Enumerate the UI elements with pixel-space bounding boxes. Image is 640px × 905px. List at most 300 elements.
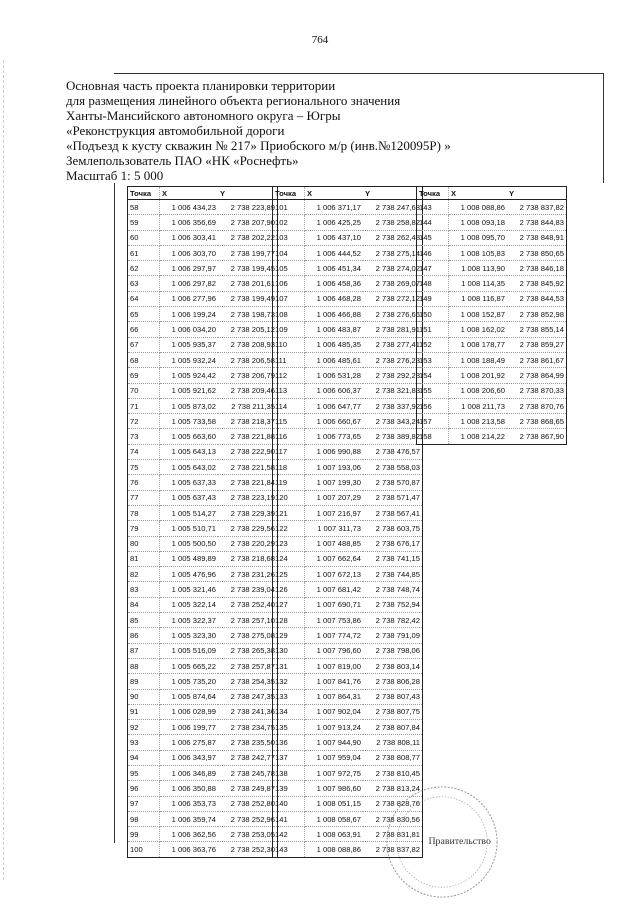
x-coordinate-cell: 1 006 647,77 <box>305 398 364 413</box>
y-coordinate-cell: 2 738 292,23 <box>363 368 423 383</box>
y-coordinate-cell: 2 738 223,89 <box>218 200 278 215</box>
x-coordinate-cell: 1 007 944,90 <box>305 735 364 750</box>
point-number-cell: 93 <box>128 735 160 750</box>
y-coordinate-cell: 2 738 234,75 <box>218 720 278 735</box>
x-coordinate-cell: 1 006 343,97 <box>160 750 219 765</box>
x-coordinate-cell: 1 006 275,87 <box>160 735 219 750</box>
x-coordinate-cell: 1 006 437,10 <box>305 230 364 245</box>
y-coordinate-cell: 2 738 202,22 <box>218 230 278 245</box>
point-number-cell: 124 <box>273 551 305 566</box>
stamp-text: Правительство <box>428 835 491 847</box>
table-row <box>273 337 423 352</box>
point-number-cell: 61 <box>128 245 160 260</box>
point-number-cell: 84 <box>128 597 160 612</box>
point-number-cell: 97 <box>128 796 160 811</box>
point-number-cell: 137 <box>273 750 305 765</box>
y-coordinate-cell: 2 738 337,92 <box>363 398 423 413</box>
y-coordinate-cell: 2 738 242,77 <box>218 750 278 765</box>
point-number-cell: 98 <box>128 811 160 826</box>
table-row <box>273 521 423 536</box>
header-line: Землепользователь ПАО «НК «Роснефть» <box>66 153 299 168</box>
table-row <box>273 704 423 719</box>
x-coordinate-cell: 1 007 662,64 <box>305 551 364 566</box>
y-coordinate-cell: 2 738 254,35 <box>218 674 278 689</box>
point-number-cell: 130 <box>273 643 305 658</box>
point-number-cell: 63 <box>128 276 160 291</box>
point-number-cell: 118 <box>273 460 305 475</box>
y-coordinate-cell: 2 738 837,82 <box>507 200 567 215</box>
point-number-cell: 133 <box>273 689 305 704</box>
y-coordinate-cell: 2 738 274,02 <box>363 261 423 276</box>
table-row <box>128 276 278 291</box>
x-coordinate-cell: 1 006 606,37 <box>305 383 364 398</box>
table-row <box>128 322 278 337</box>
column-header-point: Точка <box>417 187 449 200</box>
point-number-cell: 76 <box>128 475 160 490</box>
x-coordinate-cell: 1 007 913,24 <box>305 720 364 735</box>
y-coordinate-cell: 2 738 221,84 <box>218 475 278 490</box>
table-row <box>273 582 423 597</box>
point-number-cell: 127 <box>273 597 305 612</box>
table-row <box>128 368 278 383</box>
table-row <box>417 352 567 367</box>
point-number-cell: 153 <box>417 352 449 367</box>
point-number-cell: 111 <box>273 352 305 367</box>
point-number-cell: 86 <box>128 628 160 643</box>
point-number-cell: 79 <box>128 521 160 536</box>
point-number-cell: 147 <box>417 261 449 276</box>
point-number-cell: 101 <box>273 200 305 215</box>
header-line: «Подъезд к кусту скважин № 217» Приобского м/р (инв.№120095Р) » <box>66 138 451 153</box>
x-coordinate-cell: 1 006 458,36 <box>305 276 364 291</box>
y-coordinate-cell: 2 738 571,47 <box>363 490 423 505</box>
table-row <box>417 383 567 398</box>
y-coordinate-cell: 2 738 570,87 <box>363 475 423 490</box>
x-coordinate-cell: 1 008 206,60 <box>449 383 508 398</box>
y-coordinate-cell: 2 738 870,33 <box>507 383 567 398</box>
x-coordinate-cell: 1 008 162,02 <box>449 322 508 337</box>
x-coordinate-cell: 1 005 733,58 <box>160 414 219 429</box>
table-row <box>273 689 423 704</box>
table-row <box>273 536 423 551</box>
table-row <box>128 505 278 520</box>
point-number-cell: 129 <box>273 628 305 643</box>
x-coordinate-cell: 1 008 214,22 <box>449 429 508 444</box>
point-number-cell: 99 <box>128 827 160 842</box>
x-coordinate-cell: 1 005 935,37 <box>160 337 219 352</box>
point-number-cell: 59 <box>128 215 160 230</box>
x-coordinate-cell: 1 006 363,76 <box>160 842 219 857</box>
point-number-cell: 125 <box>273 567 305 582</box>
header-line: Ханты-Мансийского автономного округа – Югры <box>66 108 341 123</box>
table-row <box>128 567 278 582</box>
y-coordinate-cell: 2 738 209,46 <box>218 383 278 398</box>
table-row <box>273 307 423 322</box>
x-coordinate-cell: 1 007 199,30 <box>305 475 364 490</box>
y-coordinate-cell: 2 738 831,81 <box>363 827 423 842</box>
header-line: Основная часть проекта планировки территории <box>66 78 336 93</box>
table-row <box>128 490 278 505</box>
point-number-cell: 102 <box>273 215 305 230</box>
table-row <box>128 551 278 566</box>
column-header-y: Y <box>218 187 278 200</box>
y-coordinate-cell: 2 738 199,77 <box>218 245 278 260</box>
y-coordinate-cell: 2 738 257,87 <box>218 658 278 673</box>
table-row <box>128 689 278 704</box>
table-row <box>417 429 567 444</box>
table-row <box>273 658 423 673</box>
point-number-cell: 66 <box>128 322 160 337</box>
x-coordinate-cell: 1 007 488,85 <box>305 536 364 551</box>
column-header-x: X <box>160 187 219 200</box>
x-coordinate-cell: 1 005 735,20 <box>160 674 219 689</box>
x-coordinate-cell: 1 005 516,09 <box>160 643 219 658</box>
point-number-cell: 119 <box>273 475 305 490</box>
table-row <box>128 628 278 643</box>
point-number-cell: 70 <box>128 383 160 398</box>
table-row <box>417 200 567 215</box>
y-coordinate-cell: 2 738 275,14 <box>363 245 423 260</box>
x-coordinate-cell: 1 008 211,73 <box>449 398 508 413</box>
x-coordinate-cell: 1 005 322,14 <box>160 597 219 612</box>
table-row <box>128 352 278 367</box>
coordinates-table-2 <box>272 186 423 858</box>
table-row <box>417 245 567 260</box>
x-coordinate-cell: 1 008 095,70 <box>449 230 508 245</box>
table-row <box>128 521 278 536</box>
point-number-cell: 141 <box>273 811 305 826</box>
point-number-cell: 58 <box>128 200 160 215</box>
table-row <box>273 567 423 582</box>
point-number-cell: 110 <box>273 337 305 352</box>
x-coordinate-cell: 1 005 489,89 <box>160 551 219 566</box>
point-number-cell: 72 <box>128 414 160 429</box>
table-row <box>273 597 423 612</box>
table-row <box>417 291 567 306</box>
x-coordinate-cell: 1 006 199,77 <box>160 720 219 735</box>
point-number-cell: 131 <box>273 658 305 673</box>
x-coordinate-cell: 1 006 990,88 <box>305 444 364 459</box>
x-coordinate-cell: 1 007 672,13 <box>305 567 364 582</box>
x-coordinate-cell: 1 005 643,13 <box>160 444 219 459</box>
point-number-cell: 140 <box>273 796 305 811</box>
y-coordinate-cell: 2 738 343,24 <box>363 414 423 429</box>
point-number-cell: 75 <box>128 460 160 475</box>
y-coordinate-cell: 2 738 867,90 <box>507 429 567 444</box>
point-number-cell: 146 <box>417 245 449 260</box>
x-coordinate-cell: 1 006 451,34 <box>305 261 364 276</box>
table-row <box>273 444 423 459</box>
table-row <box>417 307 567 322</box>
header-line: для размещения линейного объекта регионального значения <box>66 93 401 108</box>
y-coordinate-cell: 2 738 676,17 <box>363 536 423 551</box>
y-coordinate-cell: 2 738 828,76 <box>363 796 423 811</box>
y-coordinate-cell: 2 738 806,28 <box>363 674 423 689</box>
x-coordinate-cell: 1 005 500,50 <box>160 536 219 551</box>
y-coordinate-cell: 2 738 741,15 <box>363 551 423 566</box>
point-number-cell: 120 <box>273 490 305 505</box>
x-coordinate-cell: 1 006 028,99 <box>160 704 219 719</box>
y-coordinate-cell: 2 738 567,41 <box>363 505 423 520</box>
table-row <box>417 261 567 276</box>
y-coordinate-cell: 2 738 868,65 <box>507 414 567 429</box>
table-row <box>273 322 423 337</box>
y-coordinate-cell: 2 738 782,42 <box>363 613 423 628</box>
table-row <box>417 414 567 429</box>
table-row <box>128 245 278 260</box>
point-number-cell: 117 <box>273 444 305 459</box>
y-coordinate-cell: 2 738 389,82 <box>363 429 423 444</box>
table-row <box>273 429 423 444</box>
x-coordinate-cell: 1 006 531,28 <box>305 368 364 383</box>
column-header-y: Y <box>363 187 423 200</box>
x-coordinate-cell: 1 006 350,88 <box>160 781 219 796</box>
x-coordinate-cell: 1 008 188,49 <box>449 352 508 367</box>
point-number-cell: 105 <box>273 261 305 276</box>
point-number-cell: 60 <box>128 230 160 245</box>
table-row <box>128 643 278 658</box>
point-number-cell: 158 <box>417 429 449 444</box>
y-coordinate-cell: 2 738 245,78 <box>218 765 278 780</box>
y-coordinate-cell: 2 738 229,39 <box>218 505 278 520</box>
column-header-point: Точка <box>273 187 305 200</box>
table-row <box>273 215 423 230</box>
table-row <box>128 414 278 429</box>
y-coordinate-cell: 2 738 201,61 <box>218 276 278 291</box>
coordinates-table-3 <box>416 186 567 445</box>
point-number-cell: 148 <box>417 276 449 291</box>
x-coordinate-cell: 1 006 356,69 <box>160 215 219 230</box>
point-number-cell: 83 <box>128 582 160 597</box>
point-number-cell: 143 <box>417 200 449 215</box>
x-coordinate-cell: 1 006 466,88 <box>305 307 364 322</box>
point-number-cell: 80 <box>128 536 160 551</box>
table-row <box>273 674 423 689</box>
x-coordinate-cell: 1 005 476,96 <box>160 567 219 582</box>
x-coordinate-cell: 1 008 201,92 <box>449 368 508 383</box>
y-coordinate-cell: 2 738 252,40 <box>218 597 278 612</box>
x-coordinate-cell: 1 005 663,60 <box>160 429 219 444</box>
y-coordinate-cell: 2 738 845,92 <box>507 276 567 291</box>
x-coordinate-cell: 1 005 637,43 <box>160 490 219 505</box>
y-coordinate-cell: 2 738 269,07 <box>363 276 423 291</box>
y-coordinate-cell: 2 738 861,67 <box>507 352 567 367</box>
table-row <box>273 460 423 475</box>
point-number-cell: 103 <box>273 230 305 245</box>
x-coordinate-cell: 1 005 321,46 <box>160 582 219 597</box>
x-coordinate-cell: 1 006 346,89 <box>160 765 219 780</box>
x-coordinate-cell: 1 005 510,71 <box>160 521 219 536</box>
table-row <box>128 796 278 811</box>
point-number-cell: 78 <box>128 505 160 520</box>
table-row <box>128 291 278 306</box>
x-coordinate-cell: 1 008 213,58 <box>449 414 508 429</box>
point-number-cell: 136 <box>273 735 305 750</box>
y-coordinate-cell: 2 738 277,41 <box>363 337 423 352</box>
header-line: Масштаб 1: 5 000 <box>66 168 164 183</box>
point-number-cell: 135 <box>273 720 305 735</box>
y-coordinate-cell: 2 738 846,18 <box>507 261 567 276</box>
point-number-cell: 144 <box>417 215 449 230</box>
y-coordinate-cell: 2 738 241,36 <box>218 704 278 719</box>
table-row <box>417 368 567 383</box>
x-coordinate-cell: 1 007 774,72 <box>305 628 364 643</box>
table-row <box>128 307 278 322</box>
point-number-cell: 114 <box>273 398 305 413</box>
table-row <box>273 628 423 643</box>
point-number-cell: 145 <box>417 230 449 245</box>
point-number-cell: 85 <box>128 613 160 628</box>
y-coordinate-cell: 2 738 211,35 <box>218 398 278 413</box>
page-number: 764 <box>311 34 329 46</box>
point-number-cell: 139 <box>273 781 305 796</box>
point-number-cell: 73 <box>128 429 160 444</box>
x-coordinate-cell: 1 005 921,62 <box>160 383 219 398</box>
x-coordinate-cell: 1 007 796,60 <box>305 643 364 658</box>
table-row <box>273 551 423 566</box>
y-coordinate-cell: 2 738 252,80 <box>218 796 278 811</box>
point-number-cell: 156 <box>417 398 449 413</box>
y-coordinate-cell: 2 738 207,90 <box>218 215 278 230</box>
table-row <box>273 383 423 398</box>
point-number-cell: 92 <box>128 720 160 735</box>
table-row <box>273 613 423 628</box>
y-coordinate-cell: 2 738 808,77 <box>363 750 423 765</box>
point-number-cell: 64 <box>128 291 160 306</box>
table-row <box>128 200 278 215</box>
x-coordinate-cell: 1 005 322,37 <box>160 613 219 628</box>
x-coordinate-cell: 1 006 773,65 <box>305 429 364 444</box>
y-coordinate-cell: 2 738 265,38 <box>218 643 278 658</box>
y-coordinate-cell: 2 738 205,12 <box>218 322 278 337</box>
y-coordinate-cell: 2 738 206,58 <box>218 352 278 367</box>
y-coordinate-cell: 2 738 262,48 <box>363 230 423 245</box>
table-row <box>417 276 567 291</box>
y-coordinate-cell: 2 738 275,08 <box>218 628 278 643</box>
x-coordinate-cell: 1 005 323,30 <box>160 628 219 643</box>
table-row <box>128 827 278 842</box>
table-row <box>128 735 278 750</box>
y-coordinate-cell: 2 738 850,65 <box>507 245 567 260</box>
table-row <box>273 765 423 780</box>
x-coordinate-cell: 1 007 986,60 <box>305 781 364 796</box>
y-coordinate-cell: 2 738 223,19 <box>218 490 278 505</box>
y-coordinate-cell: 2 738 558,03 <box>363 460 423 475</box>
y-coordinate-cell: 2 738 791,09 <box>363 628 423 643</box>
x-coordinate-cell: 1 007 959,04 <box>305 750 364 765</box>
x-coordinate-cell: 1 007 841,76 <box>305 674 364 689</box>
point-number-cell: 138 <box>273 765 305 780</box>
x-coordinate-cell: 1 007 864,31 <box>305 689 364 704</box>
table-row <box>128 720 278 735</box>
frame-left-line <box>114 183 115 843</box>
table-row <box>273 291 423 306</box>
x-coordinate-cell: 1 006 485,61 <box>305 352 364 367</box>
y-coordinate-cell: 2 738 235,50 <box>218 735 278 750</box>
y-coordinate-cell: 2 738 276,23 <box>363 352 423 367</box>
y-coordinate-cell: 2 738 198,73 <box>218 307 278 322</box>
x-coordinate-cell: 1 008 051,15 <box>305 796 364 811</box>
table-row <box>417 215 567 230</box>
point-number-cell: 96 <box>128 781 160 796</box>
point-number-cell: 109 <box>273 322 305 337</box>
x-coordinate-cell: 1 006 353,73 <box>160 796 219 811</box>
x-coordinate-cell: 1 006 297,82 <box>160 276 219 291</box>
y-coordinate-cell: 2 738 603,75 <box>363 521 423 536</box>
x-coordinate-cell: 1 006 434,23 <box>160 200 219 215</box>
table-row <box>273 750 423 765</box>
frame-top-line <box>114 73 604 74</box>
x-coordinate-cell: 1 006 483,87 <box>305 322 364 337</box>
point-number-cell: 69 <box>128 368 160 383</box>
table-row <box>128 781 278 796</box>
point-number-cell: 126 <box>273 582 305 597</box>
x-coordinate-cell: 1 006 303,70 <box>160 245 219 260</box>
y-coordinate-cell: 2 738 807,84 <box>363 720 423 735</box>
table-row <box>128 536 278 551</box>
table-row <box>128 475 278 490</box>
point-number-cell: 149 <box>417 291 449 306</box>
y-coordinate-cell: 2 738 830,56 <box>363 811 423 826</box>
y-coordinate-cell: 2 738 848,91 <box>507 230 567 245</box>
x-coordinate-cell: 1 006 371,17 <box>305 200 364 215</box>
y-coordinate-cell: 2 738 257,10 <box>218 613 278 628</box>
table-row <box>273 490 423 505</box>
y-coordinate-cell: 2 738 199,49 <box>218 291 278 306</box>
x-coordinate-cell: 1 007 690,71 <box>305 597 364 612</box>
point-number-cell: 122 <box>273 521 305 536</box>
point-number-cell: 89 <box>128 674 160 689</box>
point-number-cell: 90 <box>128 689 160 704</box>
table-row <box>128 582 278 597</box>
table-row <box>128 444 278 459</box>
x-coordinate-cell: 1 008 093,18 <box>449 215 508 230</box>
y-coordinate-cell: 2 738 252,96 <box>218 811 278 826</box>
point-number-cell: 107 <box>273 291 305 306</box>
point-number-cell: 112 <box>273 368 305 383</box>
official-seal-stamp <box>383 783 501 901</box>
point-number-cell: 134 <box>273 704 305 719</box>
x-coordinate-cell: 1 008 114,35 <box>449 276 508 291</box>
point-number-cell: 128 <box>273 613 305 628</box>
y-coordinate-cell: 2 738 252,30 <box>218 842 278 857</box>
y-coordinate-cell: 2 738 220,29 <box>218 536 278 551</box>
x-coordinate-cell: 1 007 972,75 <box>305 765 364 780</box>
y-coordinate-cell: 2 738 258,82 <box>363 215 423 230</box>
point-number-cell: 132 <box>273 674 305 689</box>
point-number-cell: 113 <box>273 383 305 398</box>
table-row <box>273 475 423 490</box>
table-row <box>273 414 423 429</box>
x-coordinate-cell: 1 006 362,56 <box>160 827 219 842</box>
column-header-x: X <box>305 187 364 200</box>
table-row <box>273 276 423 291</box>
point-number-cell: 74 <box>128 444 160 459</box>
table-row <box>273 368 423 383</box>
x-coordinate-cell: 1 008 088,86 <box>449 200 508 215</box>
x-coordinate-cell: 1 007 311,73 <box>305 521 364 536</box>
x-coordinate-cell: 1 008 058,67 <box>305 811 364 826</box>
document-header <box>66 78 626 183</box>
point-number-cell: 88 <box>128 658 160 673</box>
y-coordinate-cell: 2 738 222,90 <box>218 444 278 459</box>
y-coordinate-cell: 2 738 221,58 <box>218 460 278 475</box>
y-coordinate-cell: 2 738 206,79 <box>218 368 278 383</box>
y-coordinate-cell: 2 738 813,24 <box>363 781 423 796</box>
x-coordinate-cell: 1 006 199,24 <box>160 307 219 322</box>
x-coordinate-cell: 1 008 113,90 <box>449 261 508 276</box>
table-row <box>417 322 567 337</box>
